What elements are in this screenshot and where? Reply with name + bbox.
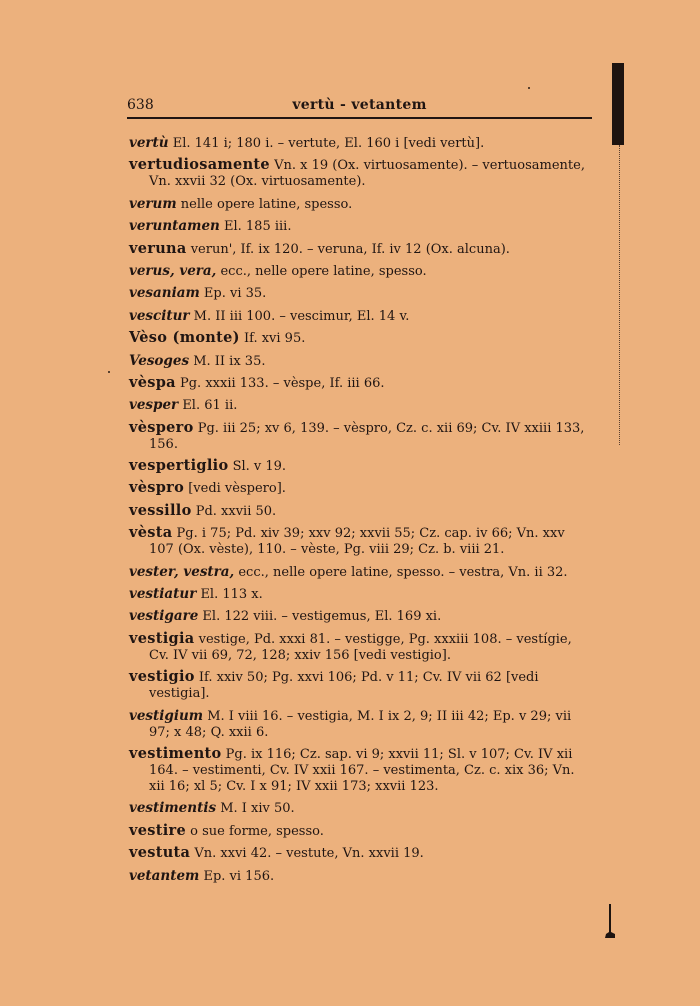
entry-body: M. I xiv 50. [216, 801, 295, 817]
entry-headword: vertudiosamente [129, 156, 270, 174]
entry-body: M. II iii 100. – vescimur, El. 14 v. [189, 308, 410, 324]
entry-headword: vesaniam [129, 285, 200, 302]
dictionary-entry [129, 800, 592, 817]
entry-headword: vertù [129, 135, 169, 151]
dictionary-entry [129, 845, 592, 862]
entry-headword: vetantem [129, 867, 200, 884]
entry-body: vestige, Pd. xxxi 81. – vestigge, Pg. xxxiii 108. – vestígie, Cv. IV vii 69, 72, 128; xxiv 156 [vedi vestigio]. [149, 631, 572, 663]
entry-headword: vestigium [129, 707, 204, 724]
entry-headword: veruna [129, 239, 187, 257]
entry-body: verun', If. ix 120. – veruna, If. iv 12 (Ox. alcuna). [186, 241, 510, 257]
entry-body: Pg. ix 116; Cz. sap. vi 9; xxvii 11; Sl. v 107; Cv. IV xii 164. – vestimenti, Cv. IV xxii 167. – vestimenta, Cz. c. xix 36; Vn. xii 16; xl 5; Cv. I x 91; IV xxii 173; xxvii 123. [149, 746, 575, 794]
dictionary-entry [129, 218, 592, 235]
entry-headword: Vèso (monte) [129, 329, 240, 347]
entry-body: Sl. v 19. [228, 459, 287, 475]
entry-body: El. 141 i; 180 i. – vertute, El. 160 i [vedi vertù]. [168, 136, 485, 151]
dictionary-entry [129, 631, 592, 664]
entry-headword: veruntamen [129, 218, 220, 235]
entry-headword: vestuta [129, 844, 191, 862]
dictionary-entry [129, 458, 592, 475]
speck [108, 371, 110, 373]
entry-headword: vestigare [129, 608, 199, 625]
dictionary-entry [129, 196, 592, 213]
dictionary-entry [129, 330, 592, 347]
dictionary-entry [129, 823, 592, 840]
entry-headword: vestimento [129, 744, 222, 762]
entry-body: Vn. x 19 (Ox. virtuosamente). – vertuosamente, Vn. xxvii 32 (Ox. virtuosamente). [149, 158, 585, 190]
dictionary-entry [129, 868, 592, 885]
page-number: 638 [127, 97, 154, 113]
entry-body: Pd. xxvii 50. [191, 503, 277, 519]
entry-body: Pg. i 75; Pd. xiv 39; xxv 92; xxvii 55; Cz. cap. iv 66; Vn. xxv 107 (Ox. vèste), 110. – vèste, Pg. viii 29; Cz. b. viii 21. [149, 526, 565, 558]
entry-body: Ep. vi 156. [199, 868, 275, 884]
entry-headword: verus, vera, [129, 262, 217, 279]
dictionary-entry [129, 669, 592, 702]
entry-list [129, 135, 592, 890]
entry-body: If. xxiv 50; Pg. xxvi 106; Pd. v 11; Cv. IV vii 62 [vedi vestigia]. [149, 670, 539, 702]
dictionary-entry [129, 503, 592, 520]
entry-body: Pg. iii 25; xv 6, 139. – vèspro, Cz. c. xii 69; Cv. IV xxiii 133, 156. [149, 420, 585, 452]
entry-headword: vestiatur [129, 586, 197, 603]
dictionary-entry [129, 263, 592, 280]
entry-body: El. 113 x. [196, 587, 263, 603]
dictionary-entry [129, 353, 592, 370]
running-title: vertù - vetantem [292, 97, 427, 113]
entry-body: M. I viii 16. – vestigia, M. I ix 2, 9; II iii 42; Ep. v 29; vii 97; x 48; Q. xxii 6. [149, 708, 572, 740]
dictionary-entry [129, 420, 592, 453]
entry-body: [vedi vèspero]. [184, 481, 286, 497]
dictionary-entry [129, 375, 592, 392]
entry-body: El. 122 viii. – vestigemus, El. 169 xi. [198, 609, 442, 625]
entry-headword: Vesoges [129, 352, 190, 369]
entry-body: ecc., nelle opere latine, spesso. [216, 263, 427, 279]
entry-body: El. 61 ii. [178, 398, 238, 414]
entry-headword: vessillo [129, 501, 192, 519]
margin-mark-icon [604, 904, 616, 942]
dictionary-entry [129, 397, 592, 414]
entry-headword: vespertiglio [129, 457, 229, 475]
entry-headword: vestire [129, 821, 186, 839]
dictionary-entry [129, 746, 592, 795]
dictionary-entry [129, 586, 592, 603]
entry-body: Ep. vi 35. [199, 286, 267, 302]
dictionary-entry [129, 135, 592, 152]
dictionary-entry [129, 241, 592, 258]
dictionary-entry [129, 480, 592, 497]
entry-headword: vestigio [129, 668, 195, 686]
entry-body: ecc., nelle opere latine, spesso. – vestra, Vn. ii 32. [234, 564, 568, 580]
entry-headword: vesper [129, 397, 179, 414]
entry-body: If. xvi 95. [239, 331, 306, 347]
entry-headword: vèspa [129, 373, 176, 391]
entry-body: o sue forme, spesso. [186, 823, 324, 839]
dictionary-entry [129, 157, 592, 190]
speck [528, 87, 530, 89]
entry-headword: vestigia [129, 629, 195, 647]
dictionary-entry [129, 608, 592, 625]
margin-dotted-line [619, 145, 622, 445]
entry-headword: vèspro [129, 479, 185, 497]
margin-bar [612, 63, 624, 145]
entry-body: Vn. xxvi 42. – vestute, Vn. xxvii 19. [190, 846, 424, 862]
entry-headword: vescitur [129, 307, 190, 324]
entry-body: nelle opere latine, spesso. [176, 196, 353, 212]
entry-body: M. II ix 35. [189, 353, 266, 369]
dictionary-entry [129, 285, 592, 302]
entry-headword: vestimentis [129, 800, 217, 817]
entry-headword: vèspero [129, 418, 194, 436]
entry-headword: vèsta [129, 524, 173, 542]
entry-body: Pg. xxxii 133. – vèspe, If. iii 66. [175, 375, 385, 391]
entry-headword: verum [129, 195, 177, 212]
dictionary-entry [129, 708, 592, 741]
entry-headword: vester, vestra, [129, 563, 235, 580]
dictionary-entry [129, 525, 592, 558]
dictionary-entry [129, 564, 592, 581]
page-header [127, 97, 592, 119]
entry-body: El. 185 iii. [219, 219, 292, 235]
dictionary-entry [129, 308, 592, 325]
